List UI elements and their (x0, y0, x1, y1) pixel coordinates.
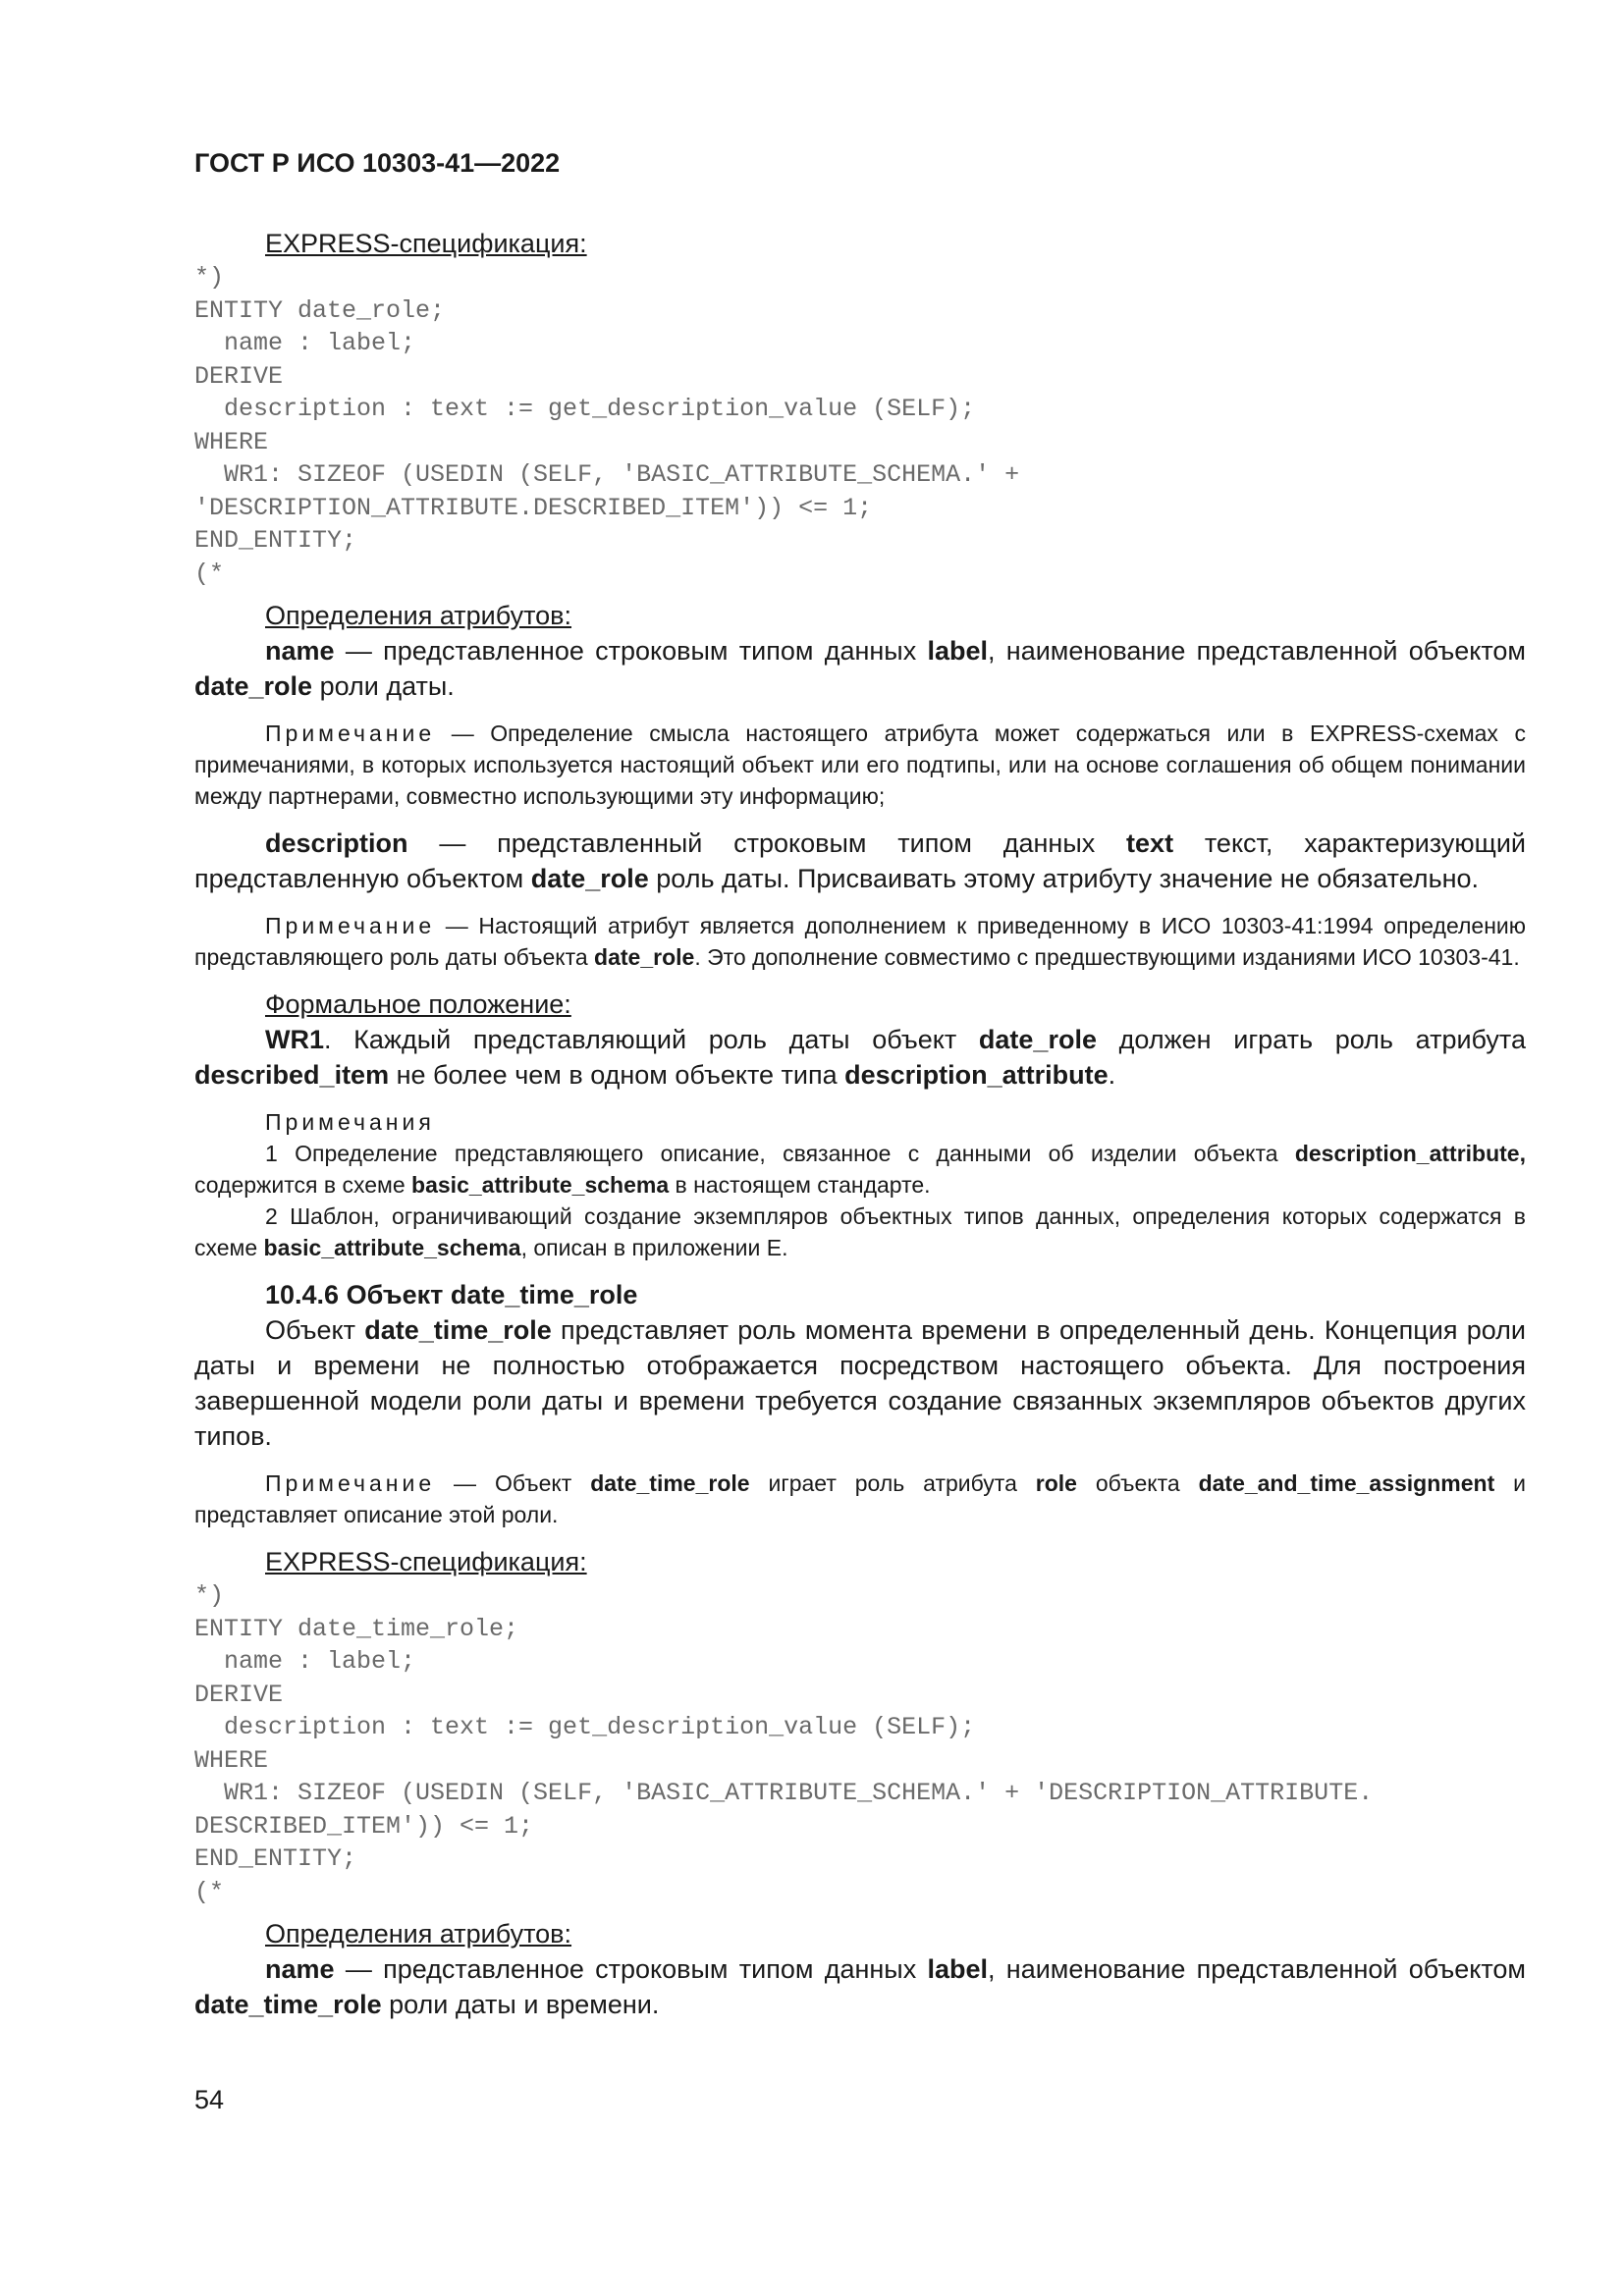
notes-item: 2 Шаблон, ограничивающий создание экземпляров объектных типов данных, определения которых содержатся в схеме basic_attribute_schema, описан в приложении Е. (194, 1203, 1526, 1260)
note-paragraph: Примечание — Объект date_time_role играет роль атрибута role объекта date_and_time_assignment и представляет описание этой роли. (194, 1470, 1526, 1527)
attr-name-paragraph: name — представленное строковым типом данных label, наименование представленной объектом date_time_role роли даты и времени. (194, 1954, 1526, 2019)
section-paragraph: Объект date_time_role представляет роль момента времени в определенный день. Концепция роли даты и времени не полностью отображается посредством настоящего объекта. Для построения завершенной модели роли даты и времени требуется создание связанных экземпляров объектов других типов. (194, 1315, 1526, 1451)
attr-def-label: Определения атрибутов: (265, 1919, 572, 1949)
attr-def-label: Определения атрибутов: (265, 601, 572, 630)
note-paragraph: Примечание — Настоящий атрибут является дополнением к приведенному в ИСО 10303-41:1994 определению представляющего роль даты объекта date_role. Это дополнение совместимо с предшествующими изданиями ИСО 10303-41. (194, 913, 1526, 970)
document-header: ГОСТ Р ИСО 10303-41—2022 (194, 148, 561, 178)
express-spec-label: EXPRESS-спецификация: (265, 229, 587, 258)
attr-description-paragraph: description — представленный строковым типом данных text текст, характеризующий представленную объектом date_role роль даты. Присваивать этому атрибуту значение не обязательно. (194, 828, 1526, 893)
page-content (194, 145, 1526, 2022)
wr1-paragraph: WR1. Каждый представляющий роль даты объект date_role должен играть роль атрибута described_item не более чем в одном объекте типа description_attribute. (194, 1025, 1526, 1090)
note-paragraph: Примечание — Определение смысла настоящего атрибута может содержаться или в EXPRESS-схемах с примечаниями, в которых используется настоящий объект или его подтипы, или на основе соглашения об общем понимании между партнерами, совместно использующими эту информацию; (194, 721, 1526, 809)
attr-name-paragraph: name — представленное строковым типом данных label, наименование представленной объектом date_role роли даты. (194, 636, 1526, 701)
notes-heading: Примечания (265, 1109, 435, 1135)
section-title: 10.4.6 Объект date_time_role (265, 1280, 638, 1309)
express-code-date-role: *) ENTITY date_role; name : label; DERIVE description : text := get_description_value (SELF); WHERE WR1: SIZEOF (USEDIN (SELF, 'BASIC_ATTRIBUTE_SCHEMA.' + 'DESCRIPTION_ATTRIBUTE.DESCRIBED_ITEM')) <= 1; END_ENTITY; (* (194, 263, 1020, 588)
express-code-date-time-role: *) ENTITY date_time_role; name : label; DERIVE description : text := get_description_value (SELF); WHERE WR1: SIZEOF (USEDIN (SELF, 'BASIC_ATTRIBUTE_SCHEMA.' + 'DESCRIPTION_ATTRIBUTE. DESCRIBED_ITEM')) <= 1; END_ENTITY; (* (194, 1581, 1374, 1906)
notes-item: 1 Определение представляющего описание, связанное с данными об изделии объекта description_attribute, содержится в схеме basic_attribute_schema в настоящем стандарте. (194, 1141, 1526, 1198)
express-spec-label: EXPRESS-спецификация: (265, 1547, 587, 1576)
formal-label: Формальное положение: (265, 989, 571, 1019)
page-number: 54 (194, 2085, 225, 2114)
